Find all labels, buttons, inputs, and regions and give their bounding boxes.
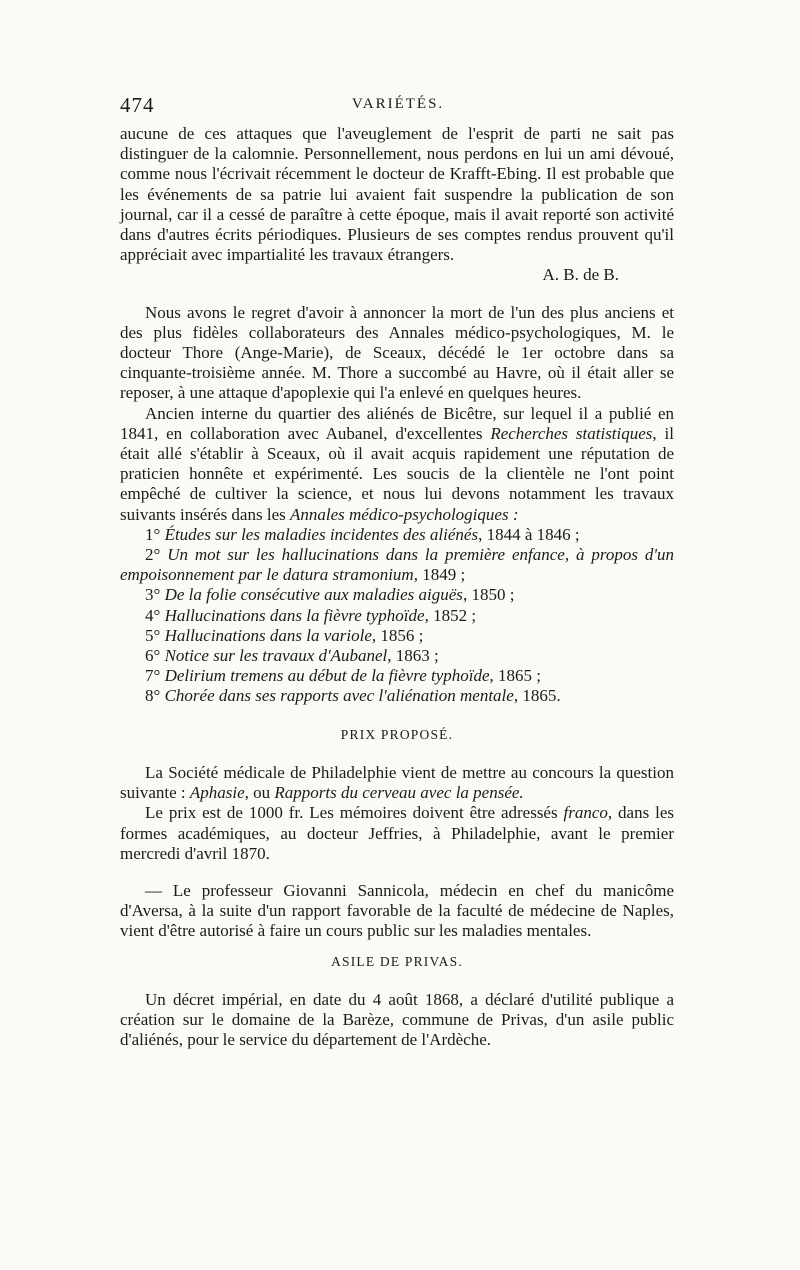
page-header [120, 93, 676, 119]
work-year: , 1844 à 1846 ; [478, 524, 580, 544]
paragraph-prix-question [120, 763, 674, 803]
page-number: 474 [120, 93, 155, 117]
work-title: Études sur les maladies incidentes des aliénés [164, 524, 479, 544]
item-number: 7° [145, 666, 161, 686]
spacer [120, 286, 674, 303]
text-run: , il était allé s'établir à Sceaux, où il avait acquis rapidement une réputation de praticien honnête et expérimenté. Les soucis de la clientèle ne l'ont point empêché de cultiver la science, et nous lui devons notamment les travaux suivants insérés dans les [120, 423, 674, 524]
work-year: , 1865. [513, 686, 561, 706]
text-run: Ancien interne du quartier des aliénés de Bicêtre, sur lequel il a publié en 1841, en collaboration avec Aubanel, d'excellentes [120, 403, 674, 443]
italic-term: Rapports du cerveau avec la pensée. [274, 783, 524, 803]
list-item [120, 545, 674, 585]
item-number: 4° [145, 605, 161, 625]
list-item [120, 686, 674, 706]
work-title: Delirium tremens au début de la fièvre typhoïde [164, 666, 490, 686]
spacer [120, 707, 674, 725]
list-item [120, 666, 674, 686]
text-run: , ou [244, 783, 275, 803]
list-item [120, 585, 674, 605]
work-year: , 1850 ; [462, 585, 515, 605]
paragraph-thore-death: Nous avons le regret d'avoir à annoncer la mort de l'un des plus anciens et des plus fidèles collaborateurs des Annales médico-psychologiques, M. le docteur Thore (Ange-Marie), de Sceaux, décédé le 1er octobre dans sa cinquante-troisième année. M. Thore a succombé au Havre, où il était aller se reposer, à une attaque d'apoplexie qui l'a enlevé en quelques heures. [120, 302, 674, 403]
list-item [120, 646, 674, 666]
list-item [120, 525, 674, 545]
item-number: 6° [145, 646, 161, 666]
section-heading-asile: ASILE DE PRIVAS. [331, 953, 463, 969]
work-title: Notice sur les travaux d'Aubanel [164, 646, 388, 666]
text-run: , dans les formes académiques, au docteur Jeffries, à Philadelphie, avant le premier mercredi d'avril 1870. [120, 803, 675, 863]
paragraph-thore-career [120, 404, 674, 525]
list-item [120, 606, 674, 626]
spacer [120, 942, 674, 952]
work-title: De la folie consécutive aux maladies aiguës [164, 585, 463, 605]
work-year: , 1849 ; [413, 565, 466, 585]
italic-title: Annales médico-psychologiques : [289, 504, 519, 524]
item-number: 3° [145, 585, 161, 605]
work-title: Un mot sur les hallucinations dans la première enfance, à propos d'un empoisonnement par le datura stramonium [120, 545, 675, 585]
text-run: Le prix est de 1000 fr. Les mémoires doivent être adressés [145, 803, 564, 823]
item-number: 5° [145, 625, 161, 645]
text-run: La Société médicale de Philadelphie vient de mettre au concours la question suivante : [120, 762, 674, 803]
section-heading-prix: PRIX PROPOSÉ. [340, 726, 454, 742]
running-head: VARIÉTÉS. [351, 96, 445, 112]
signature: A. B. de B. [542, 265, 619, 285]
spacer [120, 745, 674, 763]
item-number: 2° [145, 545, 161, 565]
paragraph-krafft-ebing: aucune de ces attaques que l'aveuglement de l'esprit de parti ne sait pas distinguer de la calomnie. Personnellement, nous perdons en lui un ami dévoué, comme nous l'écrivait récemment le docteur de Krafft-Ebing. Il est probable que les événements de sa patrie lui avaient fait suspendre la publication de son journal, car il a cessé de paraître à cette époque, mais il avait reporté son activité dans d'autres écrits périodiques. Plusieurs de ses comptes rendus prouvent qu'il appréciait avec impartialité les travaux étrangers. [120, 124, 674, 265]
work-title: Hallucinations dans la variole [164, 625, 372, 645]
italic-term: Aphasie [189, 783, 245, 803]
work-year: , 1865 ; [489, 666, 542, 686]
work-year: , 1852 ; [424, 605, 477, 625]
paragraph-prix-amount [120, 803, 674, 864]
item-number: 1° [145, 524, 161, 544]
spacer [120, 972, 674, 990]
work-year: , 1856 ; [371, 625, 424, 645]
list-item [120, 626, 674, 646]
work-title: Hallucinations dans la fièvre typhoïde [164, 605, 425, 625]
paragraph-sannicola: — Le professeur Giovanni Sannicola, médecin en chef du manicôme d'Aversa, à la suite d'un rapport favorable de la faculté de médecine de Naples, vient d'être autorisé à faire un cours public sur les maladies mentales. [120, 880, 674, 941]
italic-title: Recherches statistiques [490, 423, 653, 443]
italic-term: franco [563, 803, 608, 823]
works-list [120, 525, 674, 707]
work-title: Chorée dans ses rapports avec l'aliénation mentale [164, 686, 514, 706]
work-year: , 1863 ; [387, 646, 439, 666]
paragraph-asile: Un décret impérial, en date du 4 août 1868, a déclaré d'utilité publique a création sur le domaine de la Barèze, commune de Privas, d'un asile public d'aliénés, pour le service du département de l'Ardèche. [120, 989, 674, 1050]
page-body [120, 124, 674, 1050]
spacer [120, 864, 674, 881]
item-number: 8° [145, 686, 161, 706]
